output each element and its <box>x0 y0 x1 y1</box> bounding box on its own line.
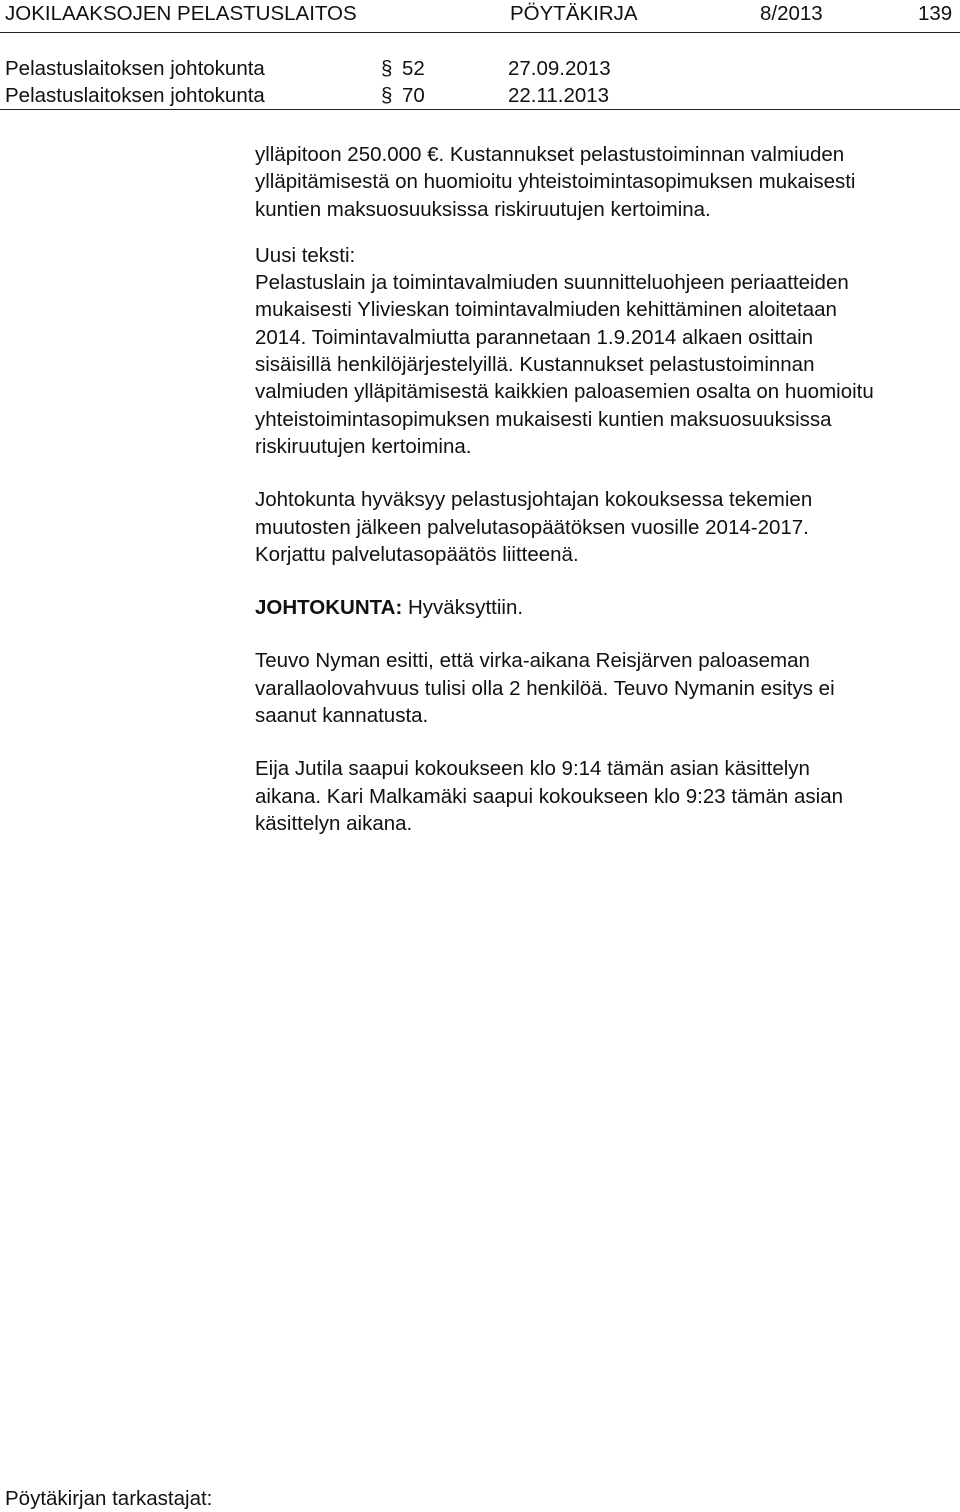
text-line: ylläpitämisestä on huomioitu yhteistoimintasopimuksen mukaisesti <box>255 170 856 194</box>
section-sign: § <box>381 57 393 80</box>
paragraph-decision <box>255 594 955 621</box>
header-divider <box>0 32 960 33</box>
section-sign: § <box>381 84 393 107</box>
document-body <box>255 141 955 837</box>
text-line: Eija Jutila saapui kokoukseen klo 9:14 tämän asian käsittelyn <box>255 757 810 781</box>
paragraph-motion <box>255 647 955 729</box>
text-line: Johtokunta hyväksyy pelastusjohtajan kokouksessa tekemien <box>255 488 813 512</box>
decision-label: JOHTOKUNTA: <box>255 596 403 620</box>
text-line: sisäisillä henkilöjärjestelyillä. Kustannukset pelastustoiminnan <box>255 353 815 377</box>
text-line: Korjattu palvelutasopäätös liitteenä. <box>255 542 579 566</box>
document-number: 8/2013 <box>760 2 823 25</box>
paragraph-attendance <box>255 755 955 837</box>
text-line: Teuvo Nyman esitti, että virka-aikana Reisjärven paloaseman <box>255 649 810 673</box>
paragraph-costs <box>255 141 955 223</box>
meeting-date: 22.11.2013 <box>508 84 610 107</box>
text-line: valmiuden ylläpitämisestä kaikkien paloasemien osalta on huomioitu <box>255 380 874 404</box>
text-line: mukaisesti Ylivieskan toimintavalmiuden kehittäminen aloitetaan <box>255 298 837 322</box>
section-number: 52 <box>402 57 425 80</box>
decision-line <box>255 594 955 621</box>
meeting-date: 27.09.2013 <box>508 57 611 80</box>
text-line: 2014. Toimintavalmiutta parannetaan 1.9.2014 alkaen osittain <box>255 325 814 349</box>
decision-text: Hyväksyttiin. <box>402 596 524 620</box>
meeting-reference <box>0 84 960 110</box>
text-line: yhteistoimintasopimuksen mukaisesti kuntien maksuosuuksissa <box>255 407 832 431</box>
text-line: Uusi teksti: <box>255 243 356 267</box>
section-number: 70 <box>402 84 425 107</box>
page-number: 139 <box>918 2 953 25</box>
meeting-reference <box>0 57 960 83</box>
paragraph-proposal <box>255 486 955 568</box>
organization-name: JOKILAAKSOJEN PELASTUSLAITOS <box>5 2 357 25</box>
text-line: ylläpitoon 250.000 €. Kustannukset pelastustoiminnan valmiuden <box>255 143 845 166</box>
text-line: riskiruutujen kertoimina. <box>255 434 472 458</box>
text-line: aikana. Kari Malkamäki saapui kokoukseen klo 9:23 tämän asian <box>255 784 843 808</box>
text-line: kuntien maksuosuuksissa riskiruutujen kertoimina. <box>255 197 711 221</box>
text-line: Pelastuslain ja toimintavalmiuden suunnitteluohjeen periaatteiden <box>255 271 849 295</box>
meeting-body: Pelastuslaitoksen johtokunta <box>5 57 265 80</box>
text-line: muutosten jälkeen palvelutasopäätöksen vuosille 2014-2017. <box>255 515 809 539</box>
text-line: käsittelyn aikana. <box>255 811 413 835</box>
document-type: PÖYTÄKIRJA <box>510 2 638 25</box>
minutes-reviewers-label: Pöytäkirjan tarkastajat: <box>5 1487 213 1510</box>
document-header <box>0 0 960 30</box>
meeting-body: Pelastuslaitoksen johtokunta <box>5 84 265 107</box>
text-line: varallaolovahvuus tulisi olla 2 henkilöä. Teuvo Nymanin esitys ei <box>255 676 835 700</box>
meeting-divider <box>0 109 960 110</box>
text-line: saanut kannatusta. <box>255 704 429 728</box>
paragraph-new-text <box>255 242 955 460</box>
